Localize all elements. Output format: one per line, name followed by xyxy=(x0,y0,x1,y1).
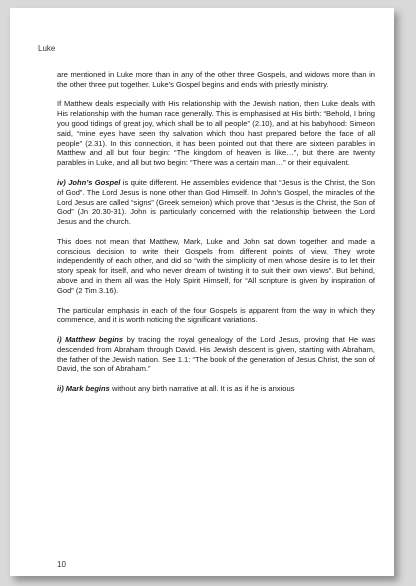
paragraph xyxy=(57,178,375,227)
paragraph-text: The particular emphasis in each of the four Gospels is apparent from the way in which they commence, and it is worth noticing the significant variations. xyxy=(57,305,375,325)
paragraph-text: is quite different. He assembles evidence that “Jesus is the Christ, the Son of God”. The Lord Jesus is none other than God Himself. In John’s Gospel, the miracles of the Lord Jesus are called “signs” (Greek semeion) which prove that “Jesus is the Christ, the Son of God” (Jn 20.30-31). John is particularly concerned with the relationship between the Lord Jesus and the church. xyxy=(57,177,375,227)
paragraph xyxy=(57,384,375,394)
paragraph xyxy=(57,99,375,168)
running-header: Luke xyxy=(38,44,56,53)
paragraph xyxy=(57,306,375,326)
paragraph-text: This does not mean that Matthew, Mark, Luke and John sat down together and made a conscious decision to write their Gospels from different points of view. They wrote independently of each other, and did so “with the simplicity of men whose desire is to let their story speak for itself, and who never dream of twisting it to suit their own views”. But behind, above and in them all was the Holy Spirit Himself, for “All scripture is given by inspiration of God” (2 Tim 3.16). xyxy=(57,236,375,295)
paragraph-text: by tracing the royal genealogy of the Lord Jesus, proving that He was descended from Abraham through David. His Jewish descent is given, starting with Abraham, the father of the Jewish nation. See 1.1: “The book of the generation of Jesus Christ, the son of David, the son of Abraham.” xyxy=(57,334,376,374)
body-text xyxy=(57,70,375,404)
paragraph xyxy=(57,335,375,374)
paragraph xyxy=(57,70,375,90)
paragraph-text: If Matthew deals especially with His relationship with the Jewish nation, then Luke deals with His relationship with the human race generally. This is emphasised at His birth: “Behold, I bring you good tidings of great joy, which shall be to all people” (2.10), and at his babyhood: Simeon said, “mine eyes have seen thy salvation which thou hast prepared before the face of all people” (2.31). In this connection, it has been pointed out that there are sixteen parables in Matthew and all but four begin: “The kingdom of heaven is like…”, but there are twenty parables in Luke, and all but two begin: “There was a certain man…” or their equivalent. xyxy=(57,99,375,168)
book-page xyxy=(10,8,394,576)
paragraph-lead: ii) Mark begins xyxy=(57,384,110,394)
paragraph-lead: iv) John’s Gospel xyxy=(57,177,121,187)
paragraph-text: are mentioned in Luke more than in any of the other three Gospels, and widows more than in the other three put together. Luke’s Gospel begins and ends with priestly ministry. xyxy=(57,70,375,89)
page-number: 10 xyxy=(57,560,66,569)
paragraph-text: without any birth narrative at all. It is as if he is anxious xyxy=(109,384,295,394)
paragraph xyxy=(57,237,375,296)
paragraph-lead: i) Matthew begins xyxy=(57,334,124,344)
